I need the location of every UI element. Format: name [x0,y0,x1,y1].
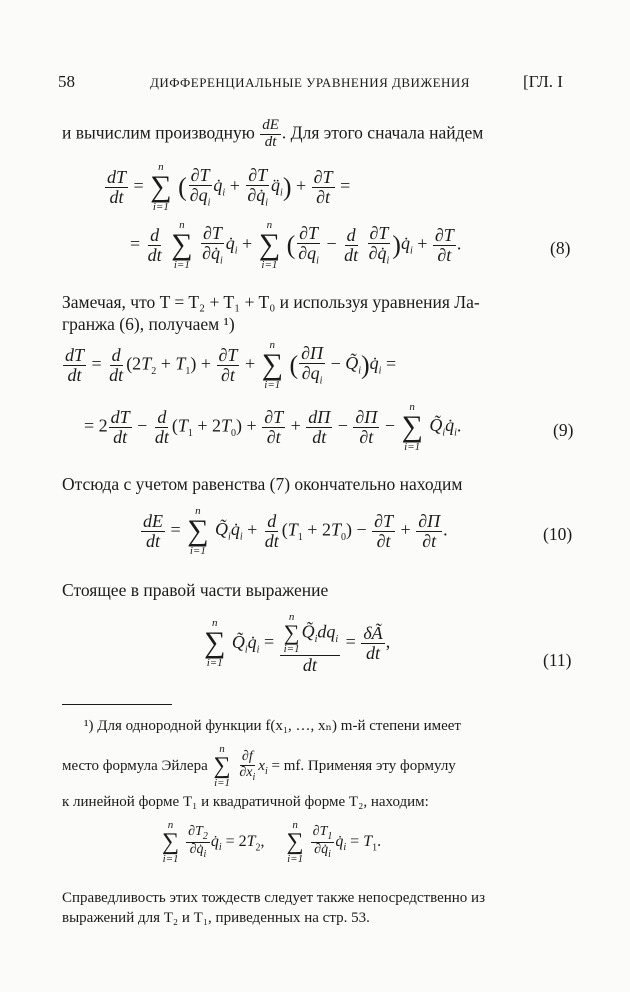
equation-11: n ∑ i=1 $Q̃_iq̇_i$ = n ∑ i=1 $Q̃_idq_i$ dt = $\frac{\delta Ã}{dt}$ , [204,611,391,675]
paragraph-hence: Отсюда с учетом равенства (7) окончательно находим [62,474,463,494]
chapter-label: [ГЛ. I [523,72,563,91]
equation-number-11: (11) [543,650,572,670]
footnote-line5: выражений для T₂ и T₁, приведенных на стр. 53. [62,910,370,926]
equation-number-10: (10) [543,524,573,544]
equation-10: $\frac{dE}{dt}$ = n ∑ i=1 $Q̃_iq̇_i$ + $\frac{d}{dt}$ $(T_1 + 2T_0)$ − $\frac{\partial T}{\partial t}$ + $\frac{\partial\Pi}{\partial t}$ . [143,505,448,557]
equation-number-8: (8) [550,238,571,258]
equation-dTdt-line1: $\frac{dT}{dt}$ = n ∑ i=1 ( $\frac{\partial T}{\partial q_i}$ $q̇_i$ + $\frac{\partial T}{\partial q̇_i}$ $q̈_i$) + $\frac{\partial T}{\partial t}$ = [107,161,351,213]
paragraph-expression: Стоящее в правой части выражение [62,580,329,600]
page-number: 58 [58,72,75,91]
footnote-line4: Справедливость этих тождеств следует также непосредственно из [62,890,485,906]
equation-dTdt-line2: = $\frac{d}{dt}$ n ∑ i=1 $\frac{\partial T}{\partial q̇_i}$ $q̇_i$ + n ∑ i=1 ( $\frac{\partial T}{\partial q_i}$ − $\frac{d}{dt}$ $\frac{\partial T}{\partial q̇_i}$ )$q̇_i$ + $\frac{\partial T}{\partial t}$ . [130,219,462,271]
running-title: ДИФФЕРЕНЦИАЛЬНЫЕ УРАВНЕНИЯ ДВИЖЕНИЯ [150,75,470,90]
footnote-identities: n ∑ i=1 $\frac{\partial T_2}{\partial q̇_i}$ $q̇_i = 2T_2$, n ∑ i=1 $\frac{\partial T_1}{\partial q̇_i}$ $q̇_i = T_1$. [162,819,382,865]
footnote-line1: ¹) Для однородной функции f(x₁, …, xₙ) m-й степени имеет [84,718,461,734]
equation-9-line1: $\frac{dT}{dt}$ = $\frac{d}{dt}$ $(2T_2 + T_1)$ + $\frac{\partial T}{\partial t}$ + n ∑ i=1 ( $\frac{\partial\Pi}{\partial q_i}$ − $Q̃_i)q̇_i$ = [65,339,397,391]
footnote-line2: место формула Эйлера n ∑ i=1 $\frac{\partial f}{\partial x_i}$ $x_i$ = mf. Применяя эту формулу [62,743,456,789]
paragraph-intro: и вычислим производную $\frac{dE}{dt}$ . Для этого сначала найдем [62,117,484,150]
footnote-rule [62,704,172,705]
paragraph-lagrange-cont: гранжа (6), получаем ¹) [62,314,235,334]
paragraph-lagrange: Замечая, что T = T₂ + T₁ + T₀ и используя уравнения Ла- [62,292,480,312]
equation-9-line2: = 2 $\frac{dT}{dt}$ − $\frac{d}{dt}$ $(T_1 + 2T_0)$ + $\frac{\partial T}{\partial t}$ + $\frac{d\Pi}{dt}$ − $\frac{\partial\Pi}{\partial t}$ − n ∑ i=1 $Q̃_iq̇_i$. [84,401,462,453]
equation-number-9: (9) [553,420,574,440]
footnote-line3: к линейной форме T₁ и квадратичной форме T₂, находим: [62,794,429,810]
